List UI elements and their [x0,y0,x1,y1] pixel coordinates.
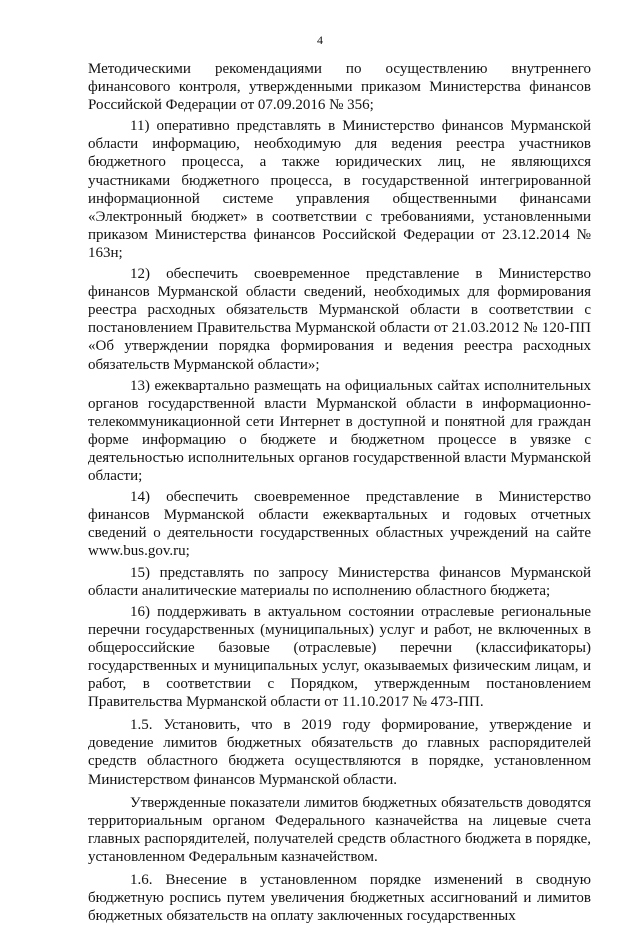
paragraph-item-14: 14) обеспечить своевременное представление в Министерство финансов Мурманской области ежеквартальных и годовых отчетных сведений о деятельности государственных областных учреждений на сайте www.bus.gov.ru; [88,489,591,560]
paragraph-section-1-5: 1.5. Установить, что в 2019 году формирование, утверждение и доведение лимитов бюджетных обязательств до главных распорядителей средств областного бюджета осуществляются в порядке, установленном Министерством финансов Мурманской области. [88,717,591,788]
paragraph-item-16: 16) поддерживать в актуальном состоянии отраслевые региональные перечни государственных (муниципальных) услуг и работ, не включенных в общероссийские базовые (отраслевые) перечни (классификаторы) государственных и муниципальных услуг, оказываемых физическим лицам, и работ, в соответствии с Порядком, утвержденным постановлением Правительства Мурманской области от 11.10.2017 № 473-ПП. [88,603,591,711]
paragraph-item-11: 11) оперативно представлять в Министерство финансов Мурманской области информацию, необходимую для ведения реестра участников бюджетного процесса, а также юридических лиц, не являющихся участниками бюджетного процесса, в государственной интегрированной информационной системе управления общественными финансами «Электронный бюджет» в соответствии с требованиями, установленными приказом Министерства финансов Российской Федерации от 23.12.2014 № 163н; [88,118,591,261]
scan-margin-mark [6,700,9,718]
paragraph-section-1-6: 1.6. Внесение в установленном порядке изменений в сводную бюджетную роспись путем увеличения бюджетных ассигнований и лимитов бюджетных обязательств на оплату заключенных государственных [88,872,591,925]
paragraph-item-15: 15) представлять по запросу Министерства финансов Мурманской области аналитические материалы по исполнению областного бюджета; [88,564,591,599]
paragraph-item-13: 13) ежеквартально размещать на официальных сайтах исполнительных органов государственной власти Мурманской области в информационно-телекоммуникационной сети Интернет в доступной и понятной для граждан форме информацию о бюджете и бюджетном процессе в увязке с деятельностью исполнительных органов государственной власти Мурманской области; [88,377,591,485]
paragraph-limits: Утвержденные показатели лимитов бюджетных обязательств доводятся территориальным органом Федерального казначейства на лицевые счета главных распорядителей, получателей средств областного бюджета в порядке, установленном Федеральным казначейством. [88,794,591,865]
page-number: 4 [317,33,323,47]
paragraph-continued: Методическими рекомендациями по осуществлению внутреннего финансового контроля, утвержденными приказом Министерства финансов Российской Федерации от 07.09.2016 № 356; [88,61,591,114]
paragraph-item-12: 12) обеспечить своевременное представление в Министерство финансов Мурманской области сведений, необходимых для формирования реестра расходных обязательств Мурманской области в соответствии с постановлением Правительства Мурманской области от 21.03.2012 № 120-ПП «Об утверждении порядка формирования и ведения реестра расходных обязательств Мурманской области»; [88,266,591,373]
scan-margin-mark [6,400,9,418]
document-body [88,60,591,925]
